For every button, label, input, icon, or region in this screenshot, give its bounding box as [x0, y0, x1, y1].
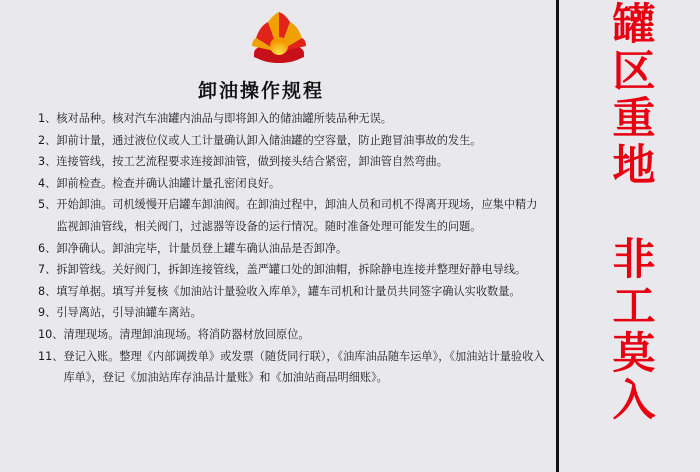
item-number: 7、	[38, 263, 57, 277]
item-text: 卸前计量，通过液位仪或人工计量确认卸入储油罐的空容量，防止跑冒油事故的发生。	[56, 133, 482, 147]
item-text: 拆卸管线。关好阀门，拆卸连接管线，盖严罐口处的卸油帽，拆除静电连接并整理好静电导线。	[56, 263, 527, 277]
warning-char: 罐	[612, 0, 656, 50]
item-number: 5、	[38, 198, 57, 212]
item-text: 连接管线，按工艺流程要求连接卸油管，做到接头结合紧密，卸油管自然弯曲。	[56, 155, 448, 169]
warning-char: 非	[612, 235, 656, 285]
item-text: 卸净确认。卸油完毕，计量员登上罐车确认油品是否卸净。	[56, 241, 348, 255]
list-item	[38, 346, 548, 389]
item-text: 核对品种。核对汽车油罐内油品与即将卸入的储油罐所装品种无误。	[56, 112, 392, 125]
item-text: 填写单据。填写并复核《加油站计量验收入库单》，罐车司机和计量员共同签字确认实收数量。	[56, 284, 521, 298]
warning-char: 莫	[612, 329, 656, 379]
company-logo-icon	[248, 8, 310, 66]
item-number: 8、	[38, 284, 57, 298]
item-number: 4、	[38, 176, 57, 190]
warning-char: 区	[612, 47, 656, 97]
list-item	[38, 302, 548, 324]
list-item	[38, 151, 548, 173]
warning-char: 入	[612, 376, 656, 426]
list-item	[38, 238, 548, 260]
list-item	[38, 130, 548, 152]
item-text: 清理现场。清理卸油现场。将消防器材放回原位。	[63, 327, 310, 341]
warning-gap	[594, 190, 674, 237]
warning-char: 重	[612, 94, 656, 144]
vertical-divider	[556, 0, 559, 472]
list-item	[38, 108, 548, 130]
list-item	[38, 281, 548, 303]
item-number: 2、	[38, 133, 57, 147]
list-item	[38, 173, 548, 195]
item-text: 卸前检查。检查并确认油罐计量孔密闭良好。	[56, 176, 281, 190]
item-text: 登记入账。整理《内部调拨单》或发票（随货同行联），《油库油品随车运单》，《加油站计量验收入库单》，登记《加油站库存油品计量账》和《加油站商品明细账》。	[63, 349, 545, 385]
item-number: 1、	[38, 112, 57, 125]
rules-list	[38, 108, 548, 389]
item-number: 9、	[38, 306, 57, 320]
item-number: 6、	[38, 241, 57, 255]
item-number: 10、	[38, 327, 64, 341]
page-title: 卸油操作规程	[198, 80, 325, 102]
list-item	[38, 194, 548, 237]
item-text: 开始卸油。司机缓慢开启罐车卸油阀。在卸油过程中，卸油人员和司机不得离开现场，应集中精力监视卸油管线，相关阀门，过滤器等设备的运行情况。随时准备处理可能发生的问题。	[56, 198, 538, 233]
warning-char: 地	[612, 141, 656, 191]
item-number: 3、	[38, 155, 57, 169]
warning-sign	[594, 2, 674, 425]
warning-char: 工	[612, 282, 656, 332]
item-text: 引导离站，引导油罐车离站。	[56, 306, 202, 320]
list-item	[38, 324, 548, 346]
item-number: 11、	[38, 349, 64, 363]
list-item	[38, 259, 548, 281]
